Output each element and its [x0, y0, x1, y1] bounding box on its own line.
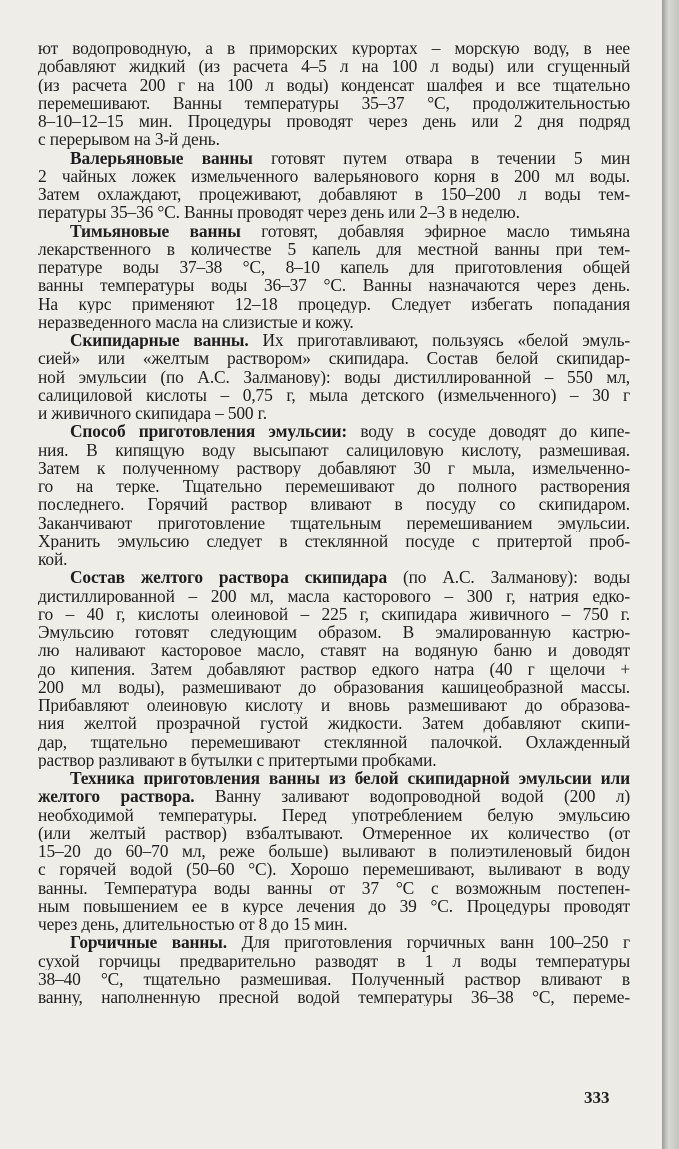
- text-run: ванны температуры воды 36–37 °C. Ванны назначаются через день.: [38, 276, 630, 295]
- text-run: готовят, добавляя эфирное масло тимьяна: [240, 221, 630, 240]
- text-run: го – 40 г, кислоты олеиновой – 225 г, скипидара живичного – 750 г.: [38, 604, 630, 623]
- text-line: [38, 769, 630, 787]
- text-run: 15–20 до 60–70 мл, реже больше) выливают в полиэтиленовый бидон: [38, 842, 630, 861]
- text-run: 8–10–12–15 мин. Процедуры проводят через день или 2 дня подряд: [38, 112, 630, 131]
- text-run: кой.: [38, 550, 68, 569]
- text-run: раствор разливают в бутылки с притертыми пробками.: [38, 750, 437, 769]
- text-line: [38, 203, 630, 221]
- text-line: [38, 57, 630, 75]
- text-run: го на терке. Тщательно перемешивают до полного растворения: [38, 477, 630, 496]
- text-line: [38, 568, 630, 586]
- text-line: [38, 587, 630, 605]
- text-run: лекарственного в количестве 5 капель для местной ванны при тем-: [38, 239, 630, 258]
- text-run: Их приготавливают, пользуясь «белой эмуль-: [248, 331, 630, 350]
- text-line: [38, 751, 630, 769]
- bold-run-heading: Тимьяновые ванны: [70, 221, 241, 240]
- text-line: [38, 532, 630, 550]
- text-line: [38, 897, 630, 915]
- text-line: [38, 842, 630, 860]
- text-run: дистиллированной – 200 мл, масла касторового – 300 г, натрия едко-: [38, 586, 630, 605]
- text-run: с перерывом на 3-й день.: [38, 130, 220, 149]
- text-line: [38, 459, 630, 477]
- text-line: [38, 39, 630, 57]
- text-run: сухой горчицы предварительно разводят в 1 л воды температуры: [38, 951, 630, 970]
- text-line: [38, 258, 630, 276]
- text-line: [38, 970, 630, 988]
- text-line: [38, 514, 630, 532]
- text-run: и живичного скипидара – 500 г.: [38, 404, 267, 423]
- body-text: [38, 39, 630, 1006]
- text-run: Затем охлаждают, процеживают, добавляют в 150–200 л воды тем-: [38, 185, 630, 204]
- text-run: последнего. Горячий раствор вливают в посуду со скипидаром.: [38, 495, 630, 514]
- text-line: [38, 495, 630, 513]
- bold-run-heading: желтого раствора.: [38, 787, 195, 806]
- text-run: (из расчета 200 г на 100 л воды) конденсат шалфея и все тщательно: [38, 75, 630, 94]
- text-line: [38, 94, 630, 112]
- text-line: [38, 860, 630, 878]
- text-run: На курс применяют 12–18 процедур. Следует избегать попадания: [38, 294, 630, 313]
- text-line: [38, 660, 630, 678]
- text-run: 200 мл воды), размешивают до образования кашицеобразной массы.: [38, 677, 630, 696]
- text-line: [38, 404, 630, 422]
- text-run: с горячей водой (50–60 °C). Хорошо перемешивают, выливают в воду: [38, 860, 630, 879]
- text-line: [38, 787, 630, 805]
- text-run: ванны. Температура воды ванны от 37 °C с возможным постепен-: [38, 878, 630, 897]
- text-line: [38, 331, 630, 349]
- text-run: необходимой температуры. Перед употреблением белую эмульсию: [38, 805, 630, 824]
- text-line: [38, 550, 630, 568]
- text-run: (или желтый раствор) взбалтывают. Отмеренное их количество (от: [38, 823, 630, 842]
- text-run: перемешивают. Ванны температуры 35–37 °C, продолжительностью: [38, 93, 630, 112]
- text-line: [38, 988, 630, 1006]
- text-run: 2 чайных ложек измельченного валерьянового корня в 200 мл воды.: [38, 166, 630, 185]
- text-run: ной эмульсии (по А.С. Залманову): воды дистиллированной – 550 мл,: [38, 367, 630, 386]
- text-run: Затем к полученному раствору добавляют 30 г мыла, измельченно-: [38, 458, 630, 477]
- text-line: [38, 441, 630, 459]
- text-line: [38, 733, 630, 751]
- text-line: [38, 240, 630, 258]
- text-run: через день, длительностью от 8 до 15 мин.: [38, 915, 348, 934]
- text-line: [38, 149, 630, 167]
- text-run: Для приготовления горчичных ванн 100–250 г: [226, 933, 630, 952]
- text-run: неразведенного масла на слизистые и кожу.: [38, 312, 354, 331]
- text-run: ния желтой прозрачной густой жидкости. Затем добавляют скипи-: [38, 714, 630, 733]
- text-line: [38, 477, 630, 495]
- text-line: [38, 678, 630, 696]
- text-run: Эмульсию готовят следующим образом. В эмалированную кастрю-: [38, 623, 630, 642]
- text-run: готовят путем отвара в течении 5 мин: [252, 148, 630, 167]
- text-line: [38, 185, 630, 203]
- bold-run-heading: Способ приготовления эмульсии:: [70, 422, 348, 441]
- text-run: лю наливают касторовое масло, ставят на водяную баню и доводят: [38, 641, 630, 660]
- page-number: 333: [584, 1088, 610, 1107]
- text-line: [38, 167, 630, 185]
- text-line: [38, 349, 630, 367]
- page-edge: [662, 0, 679, 1149]
- text-run: (по А.С. Залманову): воды: [386, 568, 630, 587]
- text-line: [38, 641, 630, 659]
- text-run: сией» или «желтым раствором» скипидара. Состав белой скипидар-: [38, 349, 630, 368]
- text-run: пературы 35–36 °C. Ванны проводят через день или 2–3 в неделю.: [38, 203, 520, 222]
- text-line: [38, 824, 630, 842]
- bold-run-heading: Валерьяновые ванны: [70, 148, 253, 167]
- text-line: [38, 623, 630, 641]
- text-run: ния. В кипящую воду высыпают салициловую кислоту, размешивая.: [38, 440, 630, 459]
- text-run: ют водопроводную, а в приморских курортах – морскую воду, в нее: [38, 39, 630, 58]
- text-line: [38, 696, 630, 714]
- text-line: [38, 295, 630, 313]
- text-line: [38, 605, 630, 623]
- text-line: [38, 76, 630, 94]
- text-line: [38, 130, 630, 148]
- text-line: [38, 368, 630, 386]
- text-run: пературе воды 37–38 °C, 8–10 капель для приготовления общей: [38, 258, 630, 277]
- text-line: [38, 714, 630, 732]
- text-line: [38, 422, 630, 440]
- text-line: [38, 806, 630, 824]
- bold-run-heading: Техника приготовления ванны из белой скипидарной эмульсии или: [70, 769, 630, 788]
- text-line: [38, 313, 630, 331]
- text-line: [38, 276, 630, 294]
- text-run: салициловой кислоты – 0,75 г, мыла детского (измельченного) – 30 г: [38, 385, 630, 404]
- text-run: добавляют жидкий (из расчета 4–5 л на 100 л воды) или сгущенный: [38, 57, 630, 76]
- text-run: воду в сосуде доводят до кипе-: [347, 422, 630, 441]
- text-run: ванну, наполненную пресной водой температуры 36–38 °C, переме-: [38, 988, 630, 1007]
- bold-run-heading: Скипидарные ванны.: [70, 331, 249, 350]
- text-line: [38, 879, 630, 897]
- text-line: [38, 933, 630, 951]
- text-run: дар, тщательно перемешивают стеклянной палочкой. Охлажденный: [38, 732, 630, 751]
- text-run: Заканчивают приготовление тщательным перемешиванием эмульсии.: [38, 513, 630, 532]
- text-line: [38, 952, 630, 970]
- text-run: Ванну заливают водопроводной водой (200 л): [194, 787, 630, 806]
- text-run: ным повышением ее в курсе лечения до 39 °C. Процедуры проводят: [38, 896, 630, 915]
- bold-run-heading: Горчичные ванны.: [70, 933, 227, 952]
- text-line: [38, 386, 630, 404]
- text-run: Хранить эмульсию следует в стеклянной посуде с притертой проб-: [38, 531, 630, 550]
- text-run: до кипения. Затем добавляют раствор едкого натра (40 г щелочи +: [38, 659, 630, 678]
- text-line: [38, 915, 630, 933]
- text-run: Прибавляют олеиновую кислоту и вновь размешивают до образова-: [38, 696, 630, 715]
- bold-run-heading: Состав желтого раствора скипидара: [70, 568, 387, 587]
- text-line: [38, 112, 630, 130]
- text-line: [38, 222, 630, 240]
- text-run: 38–40 °C, тщательно размешивая. Полученный раствор вливают в: [38, 969, 630, 988]
